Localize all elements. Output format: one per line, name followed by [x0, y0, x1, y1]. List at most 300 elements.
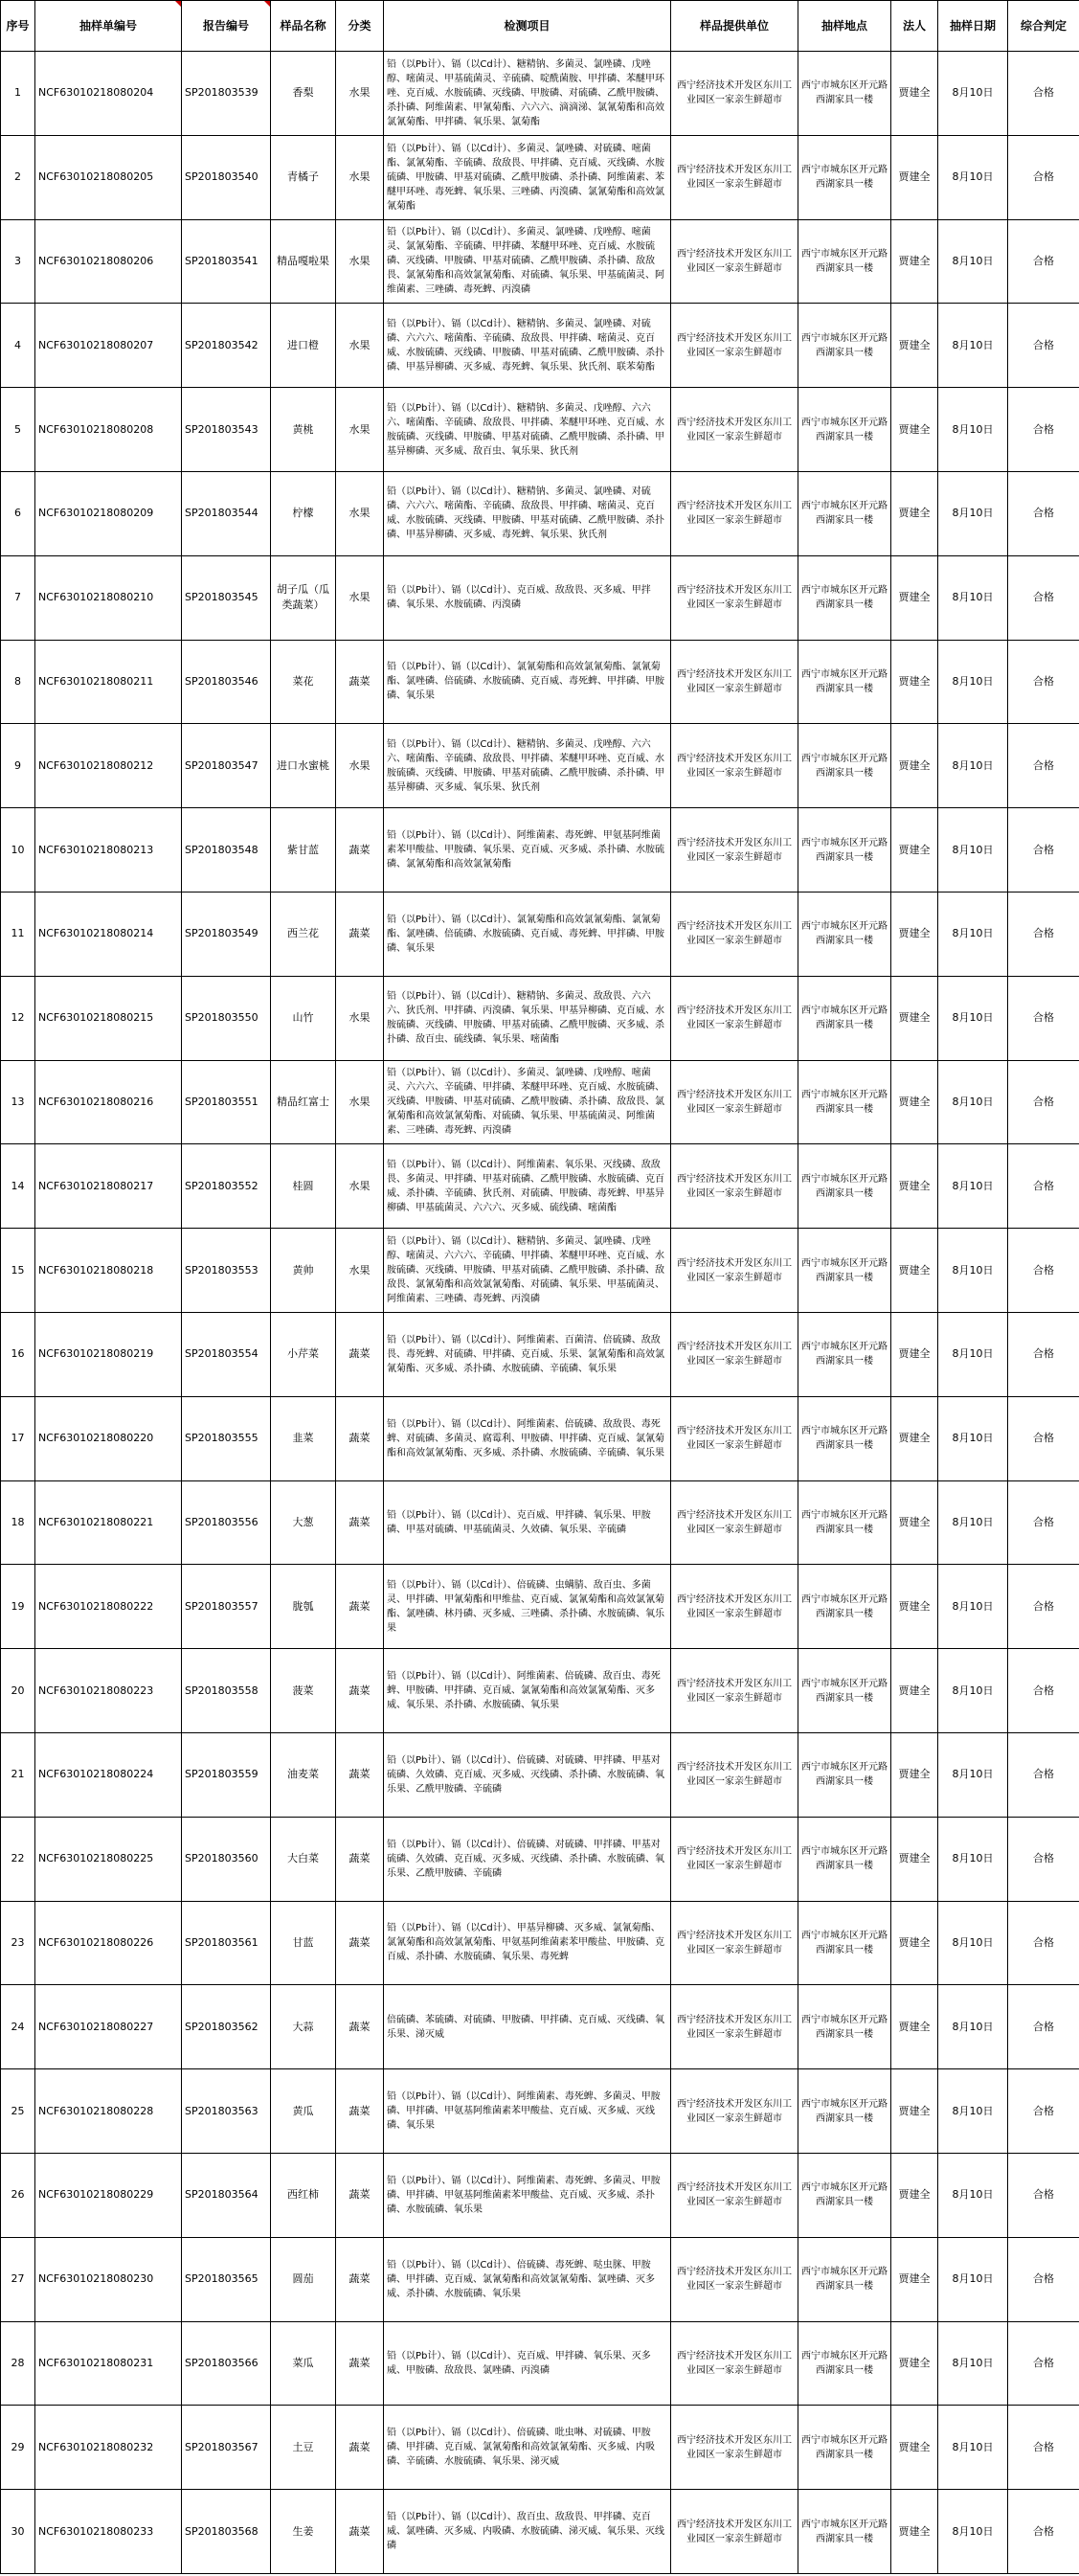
cell-seq: 2 [1, 135, 35, 219]
cell-report-no: SP201803542 [182, 304, 271, 388]
cell-date: 8月10日 [938, 1901, 1008, 1985]
cell-legal: 贾建全 [891, 1565, 938, 1649]
cell-items: 铅（以Pb计）、镉（以Cd计）、倍硫磷、吡虫啉、对硫磷、甲胺磷、甲拌磷、克百威、氯氰菊酯和高效氯氰菊酯、灭多威、内吸磷、辛硫磷、水胺硫磷、氧乐果、涕灭威 [384, 2406, 671, 2490]
cell-name: 青橘子 [271, 135, 336, 219]
cell-sample-no: NCF63010218080231 [35, 2321, 182, 2406]
cell-category: 蔬菜 [336, 2321, 384, 2406]
cell-sample-no: NCF63010218080207 [35, 304, 182, 388]
cell-date: 8月10日 [938, 2490, 1008, 2574]
cell-sample-no: NCF63010218080230 [35, 2237, 182, 2321]
cell-date: 8月10日 [938, 219, 1008, 304]
cell-category: 水果 [336, 724, 384, 808]
table-row [1, 1396, 1079, 1480]
cell-provider: 西宁经济技术开发区东川工业园区一家亲生鲜超市 [671, 1144, 798, 1229]
cell-name: 生姜 [271, 2490, 336, 2574]
cell-legal: 贾建全 [891, 52, 938, 136]
cell-result: 合格 [1008, 135, 1079, 219]
cell-location: 西宁市城东区开元路西湖家具一楼 [798, 52, 891, 136]
cell-sample-no: NCF63010218080215 [35, 976, 182, 1060]
cell-report-no: SP201803540 [182, 135, 271, 219]
cell-legal: 贾建全 [891, 2490, 938, 2574]
cell-date: 8月10日 [938, 52, 1008, 136]
cell-category: 水果 [336, 219, 384, 304]
cell-result: 合格 [1008, 976, 1079, 1060]
cell-result: 合格 [1008, 1901, 1079, 1985]
cell-report-no: SP201803545 [182, 555, 271, 640]
cell-result: 合格 [1008, 1480, 1079, 1565]
table-row [1, 1480, 1079, 1565]
cell-result: 合格 [1008, 2490, 1079, 2574]
table-row [1, 2153, 1079, 2237]
cell-sample-no: NCF63010218080213 [35, 808, 182, 893]
cell-location: 西宁市城东区开元路西湖家具一楼 [798, 892, 891, 976]
cell-report-no: SP201803553 [182, 1229, 271, 1313]
cell-seq: 22 [1, 1817, 35, 1901]
cell-date: 8月10日 [938, 1312, 1008, 1396]
cell-location: 西宁市城东区开元路西湖家具一楼 [798, 135, 891, 219]
cell-date: 8月10日 [938, 555, 1008, 640]
cell-report-no: SP201803567 [182, 2406, 271, 2490]
header-seq: 序号 [1, 1, 35, 52]
cell-location: 西宁市城东区开元路西湖家具一楼 [798, 555, 891, 640]
cell-seq: 24 [1, 1985, 35, 2069]
cell-legal: 贾建全 [891, 640, 938, 724]
cell-seq: 20 [1, 1649, 35, 1733]
cell-report-no: SP201803552 [182, 1144, 271, 1229]
cell-sample-no: NCF63010218080218 [35, 1229, 182, 1313]
table-row [1, 1565, 1079, 1649]
cell-category: 蔬菜 [336, 1480, 384, 1565]
cell-items: 铅（以Pb计）、镉（以Cd计）、克百威、甲拌磷、氧乐果、甲胺磷、甲基对硫磷、甲基硫菌灵、久效磷、氧乐果、辛硫磷 [384, 1480, 671, 1565]
cell-seq: 14 [1, 1144, 35, 1229]
cell-provider: 西宁经济技术开发区东川工业园区一家亲生鲜超市 [671, 1732, 798, 1817]
cell-items: 铅（以Pb计）、镉（以Cd计）、阿维菌素、倍硫磷、敌敌畏、毒死蜱、对硫磷、多菌灵、腐霉利、甲胺磷、甲拌磷、克百威、氯氰菊酯和高效氯氰菊酯、灭多威、杀扑磷、水胺硫磷、辛硫磷、氧乐果 [384, 1396, 671, 1480]
table-row [1, 52, 1079, 136]
cell-report-no: SP201803547 [182, 724, 271, 808]
cell-date: 8月10日 [938, 976, 1008, 1060]
cell-report-no: SP201803551 [182, 1060, 271, 1144]
table-row [1, 1901, 1079, 1985]
cell-name: 柠檬 [271, 471, 336, 555]
cell-provider: 西宁经济技术开发区东川工业园区一家亲生鲜超市 [671, 1312, 798, 1396]
cell-name: 胡子瓜（瓜类蔬菜） [271, 555, 336, 640]
cell-seq: 19 [1, 1565, 35, 1649]
table-row [1, 388, 1079, 472]
cell-result: 合格 [1008, 304, 1079, 388]
cell-name: 精品红富士 [271, 1060, 336, 1144]
cell-legal: 贾建全 [891, 135, 938, 219]
cell-name: 菜瓜 [271, 2321, 336, 2406]
cell-date: 8月10日 [938, 471, 1008, 555]
header-result: 综合判定 [1008, 1, 1079, 52]
cell-items: 铅（以Pb计）、镉（以Cd计）、甲基异柳磷、灭多威、氯氰菊酯、氯氰菊酯和高效氯氰菊酯、甲氨基阿维菌素苯甲酸盐、甲胺磷、克百威、杀扑磷、水胺硫磷、氧乐果、毒死蜱 [384, 1901, 671, 1985]
cell-legal: 贾建全 [891, 1480, 938, 1565]
cell-report-no: SP201803557 [182, 1565, 271, 1649]
cell-location: 西宁市城东区开元路西湖家具一楼 [798, 1985, 891, 2069]
cell-result: 合格 [1008, 640, 1079, 724]
cell-name: 小芹菜 [271, 1312, 336, 1396]
cell-seq: 15 [1, 1229, 35, 1313]
cell-date: 8月10日 [938, 1144, 1008, 1229]
cell-seq: 9 [1, 724, 35, 808]
table-row [1, 2237, 1079, 2321]
header-name: 样品名称 [271, 1, 336, 52]
cell-location: 西宁市城东区开元路西湖家具一楼 [798, 640, 891, 724]
cell-name: 西红柿 [271, 2153, 336, 2237]
cell-result: 合格 [1008, 2321, 1079, 2406]
cell-date: 8月10日 [938, 388, 1008, 472]
cell-provider: 西宁经济技术开发区东川工业园区一家亲生鲜超市 [671, 219, 798, 304]
cell-provider: 西宁经济技术开发区东川工业园区一家亲生鲜超市 [671, 471, 798, 555]
cell-result: 合格 [1008, 1565, 1079, 1649]
cell-report-no: SP201803560 [182, 1817, 271, 1901]
cell-category: 蔬菜 [336, 892, 384, 976]
cell-location: 西宁市城东区开元路西湖家具一楼 [798, 1817, 891, 1901]
cell-name: 胧瓠 [271, 1565, 336, 1649]
header-date: 抽样日期 [938, 1, 1008, 52]
cell-provider: 西宁经济技术开发区东川工业园区一家亲生鲜超市 [671, 555, 798, 640]
cell-legal: 贾建全 [891, 1985, 938, 2069]
cell-location: 西宁市城东区开元路西湖家具一楼 [798, 1229, 891, 1313]
cell-seq: 6 [1, 471, 35, 555]
cell-provider: 西宁经济技术开发区东川工业园区一家亲生鲜超市 [671, 1396, 798, 1480]
cell-result: 合格 [1008, 724, 1079, 808]
cell-sample-no: NCF63010218080233 [35, 2490, 182, 2574]
cell-location: 西宁市城东区开元路西湖家具一楼 [798, 2321, 891, 2406]
cell-legal: 贾建全 [891, 219, 938, 304]
cell-category: 蔬菜 [336, 2237, 384, 2321]
cell-location: 西宁市城东区开元路西湖家具一楼 [798, 1649, 891, 1733]
cell-category: 蔬菜 [336, 1985, 384, 2069]
cell-legal: 贾建全 [891, 1229, 938, 1313]
cell-items: 铅（以Pb计）、镉（以Cd计）、克百威、甲拌磷、氧乐果、灭多威、甲胺磷、敌敌畏、氯唑磷、丙溴磷 [384, 2321, 671, 2406]
cell-items: 铅（以Pb计）、镉（以Cd计）、糖精钠、多菌灵、戊唑醇、六六六、嘧菌酯、辛硫磷、敌敌畏、甲拌磷、苯醚甲环唑、克百威、水胺硫磷、灭线磷、甲胺磷、甲基对硫磷、乙酰甲胺磷、杀扑磷、甲基异柳磷、灭多威、氧乐果、狄氏剂 [384, 724, 671, 808]
header-location: 抽样地点 [798, 1, 891, 52]
cell-date: 8月10日 [938, 2153, 1008, 2237]
cell-items: 铅（以Pb计）、镉（以Cd计）、氯氰菊酯和高效氯氰菊酯、氯氰菊酯、氯唑磷、倍硫磷、水胺硫磷、克百威、毒死蜱、甲拌磷、甲胺磷、氧乐果 [384, 892, 671, 976]
cell-legal: 贾建全 [891, 976, 938, 1060]
table-row [1, 1144, 1079, 1229]
cell-provider: 西宁经济技术开发区东川工业园区一家亲生鲜超市 [671, 724, 798, 808]
cell-seq: 4 [1, 304, 35, 388]
cell-legal: 贾建全 [891, 2069, 938, 2154]
cell-location: 西宁市城东区开元路西湖家具一楼 [798, 1732, 891, 1817]
cell-legal: 贾建全 [891, 1396, 938, 1480]
cell-sample-no: NCF63010218080223 [35, 1649, 182, 1733]
cell-category: 蔬菜 [336, 1901, 384, 1985]
cell-name: 山竹 [271, 976, 336, 1060]
cell-items: 铅（以Pb计）、镉（以Cd计）、糖精钠、多菌灵、敌敌畏、六六六、狄氏剂、甲拌磷、丙溴磷、氧乐果、甲基异柳磷、克百威、水胺硫磷、灭线磷、甲胺磷、甲基对硫磷、乙酰甲胺磷、灭多威、杀扑磷、敌百虫、硫线磷、氧乐果、嘧菌酯 [384, 976, 671, 1060]
cell-category: 水果 [336, 976, 384, 1060]
cell-report-no: SP201803541 [182, 219, 271, 304]
cell-location: 西宁市城东区开元路西湖家具一楼 [798, 1480, 891, 1565]
cell-sample-no: NCF63010218080224 [35, 1732, 182, 1817]
cell-provider: 西宁经济技术开发区东川工业园区一家亲生鲜超市 [671, 1229, 798, 1313]
cell-sample-no: NCF63010218080217 [35, 1144, 182, 1229]
cell-sample-no: NCF63010218080210 [35, 555, 182, 640]
cell-seq: 10 [1, 808, 35, 893]
table-row [1, 2490, 1079, 2574]
cell-seq: 30 [1, 2490, 35, 2574]
header-items: 检测项目 [384, 1, 671, 52]
cell-name: 进口橙 [271, 304, 336, 388]
cell-date: 8月10日 [938, 2069, 1008, 2154]
cell-category: 蔬菜 [336, 2069, 384, 2154]
cell-name: 菜花 [271, 640, 336, 724]
cell-category: 水果 [336, 52, 384, 136]
table-row [1, 640, 1079, 724]
cell-date: 8月10日 [938, 1480, 1008, 1565]
cell-location: 西宁市城东区开元路西湖家具一楼 [798, 2490, 891, 2574]
cell-items: 铅（以Pb计）、镉（以Cd计）、阿维菌素、毒死蜱、多菌灵、甲胺磷、甲拌磷、甲氨基阿维菌素苯甲酸盐、克百威、灭多威、杀扑磷、水胺硫磷、氧乐果 [384, 2153, 671, 2237]
cell-sample-no: NCF63010218080229 [35, 2153, 182, 2237]
cell-sample-no: NCF63010218080206 [35, 219, 182, 304]
cell-provider: 西宁经济技术开发区东川工业园区一家亲生鲜超市 [671, 976, 798, 1060]
table-row [1, 808, 1079, 893]
cell-sample-no: NCF63010218080232 [35, 2406, 182, 2490]
cell-sample-no: NCF63010218080211 [35, 640, 182, 724]
cell-seq: 21 [1, 1732, 35, 1817]
cell-items: 铅（以Pb计）、镉（以Cd计）、糖精钠、多菌灵、氯唑磷、戊唑醇、嘧菌灵、甲基硫菌灵、辛硫磷、啶酰菌胺、甲拌磷、苯醚甲环唑、克百威、水胺硫磷、灭线磷、甲胺磷、对硫磷、乙酰甲胺磷、杀扑磷、阿维菌素、甲氰菊酯、六六六、滴滴涕、氯氰菊酯和高效氯氰菊酯、甲拌磷、氧乐果、氯菊酯 [384, 52, 671, 136]
header-legal: 法人 [891, 1, 938, 52]
cell-category: 水果 [336, 1144, 384, 1229]
cell-items: 铅（以Pb计）、镉（以Cd计）、阿维菌素、毒死蜱、甲氨基阿维菌素苯甲酸盐、甲胺磷、氧乐果、克百威、灭多威、杀扑磷、水胺硫磷、氯氰菊酯和高效氯氰菊酯 [384, 808, 671, 893]
cell-items: 铅（以Pb计）、镉（以Cd计）、阿维菌素、百菌清、倍硫磷、敌敌畏、毒死蜱、对硫磷、甲拌磷、克百威、乐果、氯氰菊酯和高效氯氰菊酯、灭多威、杀扑磷、水胺硫磷、辛硫磷、氧乐果 [384, 1312, 671, 1396]
cell-category: 水果 [336, 555, 384, 640]
table-row [1, 1817, 1079, 1901]
cell-location: 西宁市城东区开元路西湖家具一楼 [798, 808, 891, 893]
comment-marker-icon [175, 1, 181, 7]
cell-category: 蔬菜 [336, 1396, 384, 1480]
cell-seq: 28 [1, 2321, 35, 2406]
cell-provider: 西宁经济技术开发区东川工业园区一家亲生鲜超市 [671, 1480, 798, 1565]
table-row [1, 1732, 1079, 1817]
cell-sample-no: NCF63010218080220 [35, 1396, 182, 1480]
cell-result: 合格 [1008, 1732, 1079, 1817]
cell-provider: 西宁经济技术开发区东川工业园区一家亲生鲜超市 [671, 2321, 798, 2406]
cell-items: 铅（以Pb计）、镉（以Cd计）、氯氰菊酯和高效氯氰菊酯、氯氰菊酯、氯唑磷、倍硫磷、水胺硫磷、克百威、毒死蜱、甲拌磷、甲胺磷、氧乐果 [384, 640, 671, 724]
cell-name: 精品嘎啦果 [271, 219, 336, 304]
cell-date: 8月10日 [938, 2406, 1008, 2490]
cell-seq: 27 [1, 2237, 35, 2321]
cell-category: 水果 [336, 1060, 384, 1144]
cell-provider: 西宁经济技术开发区东川工业园区一家亲生鲜超市 [671, 388, 798, 472]
cell-location: 西宁市城东区开元路西湖家具一楼 [798, 1565, 891, 1649]
cell-location: 西宁市城东区开元路西湖家具一楼 [798, 388, 891, 472]
cell-result: 合格 [1008, 1060, 1079, 1144]
cell-date: 8月10日 [938, 2237, 1008, 2321]
cell-legal: 贾建全 [891, 724, 938, 808]
cell-sample-no: NCF63010218080208 [35, 388, 182, 472]
cell-report-no: SP201803564 [182, 2153, 271, 2237]
cell-sample-no: NCF63010218080214 [35, 892, 182, 976]
cell-legal: 贾建全 [891, 1144, 938, 1229]
cell-items: 铅（以Pb计）、镉（以Cd计）、糖精钠、多菌灵、戊唑醇、六六六、嘧菌酯、辛硫磷、敌敌畏、甲拌磷、苯醚甲环唑、克百威、水胺硫磷、灭线磷、甲胺磷、甲基对硫磷、乙酰甲胺磷、杀扑磷、甲基异柳磷、灭多威、敌百虫、氧乐果、狄氏剂 [384, 388, 671, 472]
cell-sample-no: NCF63010218080222 [35, 1565, 182, 1649]
cell-seq: 3 [1, 219, 35, 304]
cell-name: 大葱 [271, 1480, 336, 1565]
cell-name: 大蒜 [271, 1985, 336, 2069]
cell-category: 蔬菜 [336, 640, 384, 724]
cell-provider: 西宁经济技术开发区东川工业园区一家亲生鲜超市 [671, 52, 798, 136]
cell-provider: 西宁经济技术开发区东川工业园区一家亲生鲜超市 [671, 1565, 798, 1649]
header-report-no: 报告编号 [182, 1, 271, 52]
cell-result: 合格 [1008, 555, 1079, 640]
cell-provider: 西宁经济技术开发区东川工业园区一家亲生鲜超市 [671, 1901, 798, 1985]
table-row [1, 724, 1079, 808]
cell-items: 铅（以Pb计）、镉（以Cd计）、敌百虫、敌敌畏、甲拌磷、克百威、氯唑磷、灭多威、内吸磷、水胺硫磷、涕灭威、氧乐果、灭线磷 [384, 2490, 671, 2574]
cell-legal: 贾建全 [891, 2406, 938, 2490]
cell-report-no: SP201803566 [182, 2321, 271, 2406]
cell-location: 西宁市城东区开元路西湖家具一楼 [798, 1312, 891, 1396]
cell-result: 合格 [1008, 1312, 1079, 1396]
cell-provider: 西宁经济技术开发区东川工业园区一家亲生鲜超市 [671, 2237, 798, 2321]
cell-date: 8月10日 [938, 640, 1008, 724]
cell-sample-no: NCF63010218080226 [35, 1901, 182, 1985]
cell-seq: 5 [1, 388, 35, 472]
cell-sample-no: NCF63010218080228 [35, 2069, 182, 2154]
header-row [1, 1, 1079, 52]
cell-location: 西宁市城东区开元路西湖家具一楼 [798, 2069, 891, 2154]
cell-seq: 26 [1, 2153, 35, 2237]
cell-name: 香梨 [271, 52, 336, 136]
cell-result: 合格 [1008, 2069, 1079, 2154]
cell-location: 西宁市城东区开元路西湖家具一楼 [798, 1060, 891, 1144]
cell-category: 蔬菜 [336, 1649, 384, 1733]
cell-legal: 贾建全 [891, 388, 938, 472]
cell-legal: 贾建全 [891, 1732, 938, 1817]
cell-location: 西宁市城东区开元路西湖家具一楼 [798, 1901, 891, 1985]
cell-result: 合格 [1008, 892, 1079, 976]
cell-name: 菠菜 [271, 1649, 336, 1733]
cell-seq: 11 [1, 892, 35, 976]
cell-provider: 西宁经济技术开发区东川工业园区一家亲生鲜超市 [671, 1985, 798, 2069]
cell-sample-no: NCF63010218080225 [35, 1817, 182, 1901]
cell-sample-no: NCF63010218080216 [35, 1060, 182, 1144]
cell-date: 8月10日 [938, 1565, 1008, 1649]
cell-result: 合格 [1008, 1985, 1079, 2069]
cell-result: 合格 [1008, 1144, 1079, 1229]
cell-legal: 贾建全 [891, 808, 938, 893]
cell-report-no: SP201803543 [182, 388, 271, 472]
cell-result: 合格 [1008, 2406, 1079, 2490]
cell-items: 倍硫磷、苯硫磷、对硫磷、甲胺磷、甲拌磷、克百威、灭线磷、氧乐果、涕灭威 [384, 1985, 671, 2069]
cell-category: 水果 [336, 304, 384, 388]
cell-result: 合格 [1008, 388, 1079, 472]
cell-report-no: SP201803558 [182, 1649, 271, 1733]
cell-sample-no: NCF63010218080227 [35, 1985, 182, 2069]
cell-seq: 25 [1, 2069, 35, 2154]
cell-sample-no: NCF63010218080219 [35, 1312, 182, 1396]
cell-seq: 16 [1, 1312, 35, 1396]
cell-report-no: SP201803549 [182, 892, 271, 976]
cell-location: 西宁市城东区开元路西湖家具一楼 [798, 304, 891, 388]
cell-name: 大白菜 [271, 1817, 336, 1901]
cell-result: 合格 [1008, 471, 1079, 555]
cell-report-no: SP201803544 [182, 471, 271, 555]
cell-result: 合格 [1008, 2237, 1079, 2321]
cell-category: 水果 [336, 1229, 384, 1313]
cell-name: 韭菜 [271, 1396, 336, 1480]
table-row [1, 2321, 1079, 2406]
cell-location: 西宁市城东区开元路西湖家具一楼 [798, 471, 891, 555]
cell-legal: 贾建全 [891, 471, 938, 555]
cell-name: 圆茄 [271, 2237, 336, 2321]
cell-name: 桂圆 [271, 1144, 336, 1229]
cell-seq: 8 [1, 640, 35, 724]
cell-seq: 17 [1, 1396, 35, 1480]
cell-date: 8月10日 [938, 1396, 1008, 1480]
cell-date: 8月10日 [938, 1060, 1008, 1144]
cell-provider: 西宁经济技术开发区东川工业园区一家亲生鲜超市 [671, 135, 798, 219]
cell-category: 蔬菜 [336, 1817, 384, 1901]
cell-result: 合格 [1008, 1229, 1079, 1313]
cell-result: 合格 [1008, 1396, 1079, 1480]
header-provider: 样品提供单位 [671, 1, 798, 52]
cell-category: 蔬菜 [336, 2406, 384, 2490]
table-row [1, 2406, 1079, 2490]
cell-date: 8月10日 [938, 1229, 1008, 1313]
cell-date: 8月10日 [938, 1817, 1008, 1901]
cell-legal: 贾建全 [891, 1817, 938, 1901]
cell-report-no: SP201803559 [182, 1732, 271, 1817]
cell-legal: 贾建全 [891, 2321, 938, 2406]
table-row [1, 1649, 1079, 1733]
cell-name: 黄瓜 [271, 2069, 336, 2154]
table-row [1, 1312, 1079, 1396]
cell-provider: 西宁经济技术开发区东川工业园区一家亲生鲜超市 [671, 2490, 798, 2574]
table-row [1, 1985, 1079, 2069]
cell-location: 西宁市城东区开元路西湖家具一楼 [798, 724, 891, 808]
cell-items: 铅（以Pb计）、镉（以Cd计）、倍硫磷、虫螨腈、敌百虫、多菌灵、甲拌磷、甲氰菊酯和甲维盐、克百威、氯氰菊酯和高效氯氰菊酯、氯唑磷、林丹磷、灭多威、三唑磷、杀扑磷、水胺硫磷、氧乐果 [384, 1565, 671, 1649]
cell-date: 8月10日 [938, 892, 1008, 976]
cell-seq: 7 [1, 555, 35, 640]
table-row [1, 2069, 1079, 2154]
cell-legal: 贾建全 [891, 1901, 938, 1985]
cell-legal: 贾建全 [891, 2237, 938, 2321]
cell-provider: 西宁经济技术开发区东川工业园区一家亲生鲜超市 [671, 2406, 798, 2490]
cell-name: 黄帅 [271, 1229, 336, 1313]
cell-sample-no: NCF63010218080221 [35, 1480, 182, 1565]
cell-items: 铅（以Pb计）、镉（以Cd计）、多菌灵、氯唑磷、戊唑醇、嘧菌灵、氯氰菊酯、辛硫磷、甲拌磷、苯醚甲环唑、克百威、水胺硫磷、灭线磷、甲胺磷、甲基对硫磷、乙酰甲胺磷、杀扑磷、敌敌畏、氯氰菊酯和高效氯氰菊酯、对硫磷、氧乐果、甲基硫菌灵、阿维菌素、三唑磷、毒死蜱、丙溴磷 [384, 219, 671, 304]
cell-items: 铅（以Pb计）、镉（以Cd计）、糖精钠、多菌灵、氯唑磷、戊唑醇、嘧菌灵、六六六、辛硫磷、甲拌磷、苯醚甲环唑、克百威、水胺硫磷、灭线磷、甲胺磷、甲基对硫磷、乙酰甲胺磷、杀扑磷、敌敌畏、氯氰菊酯和高效氯氰菊酯、对硫磷、氧乐果、甲基硫菌灵、阿维菌素、三唑磷、毒死蜱、丙溴磷 [384, 1229, 671, 1313]
cell-name: 进口水蜜桃 [271, 724, 336, 808]
cell-location: 西宁市城东区开元路西湖家具一楼 [798, 2406, 891, 2490]
cell-date: 8月10日 [938, 1649, 1008, 1733]
cell-report-no: SP201803568 [182, 2490, 271, 2574]
cell-category: 蔬菜 [336, 1732, 384, 1817]
cell-items: 铅（以Pb计）、镉（以Cd计）、多菌灵、氯唑磷、戊唑醇、嘧菌灵、六六六、辛硫磷、甲拌磷、苯醚甲环唑、克百威、水胺硫磷、灭线磷、甲胺磷、甲基对硫磷、乙酰甲胺磷、杀扑磷、敌敌畏、氯氰菊酯和高效氯氰菊酯、对硫磷、氧乐果、甲基硫菌灵、阿维菌素、三唑磷、毒死蜱、丙溴磷 [384, 1060, 671, 1144]
cell-items: 铅（以Pb计）、镉（以Cd计）、阿维菌素、氧乐果、灭线磷、敌敌畏、多菌灵、甲拌磷、甲基对硫磷、乙酰甲胺磷、水胺硫磷、克百威、杀扑磷、辛硫磷、狄氏剂、对硫磷、甲胺磷、毒死蜱、甲基异柳磷、甲基硫菌灵、六六六、灭多威、硫线磷、嘧菌酯 [384, 1144, 671, 1229]
cell-report-no: SP201803539 [182, 52, 271, 136]
cell-items: 铅（以Pb计）、镉（以Cd计）、阿维菌素、倍硫磷、敌百虫、毒死蜱、甲胺磷、甲拌磷、克百威、氯氰菊酯和高效氯氰菊酯、灭多威、氧乐果、杀扑磷、水胺硫磷、氧乐果 [384, 1649, 671, 1733]
cell-date: 8月10日 [938, 135, 1008, 219]
cell-provider: 西宁经济技术开发区东川工业园区一家亲生鲜超市 [671, 1649, 798, 1733]
cell-seq: 12 [1, 976, 35, 1060]
table-row [1, 219, 1079, 304]
cell-name: 黄桃 [271, 388, 336, 472]
cell-items: 铅（以Pb计）、镉（以Cd计）、倍硫磷、对硫磷、甲拌磷、甲基对硫磷、久效磷、克百威、灭多威、灭线磷、杀扑磷、水胺硫磷、氧乐果、乙酰甲胺磷、辛硫磷 [384, 1732, 671, 1817]
cell-legal: 贾建全 [891, 892, 938, 976]
cell-seq: 1 [1, 52, 35, 136]
cell-report-no: SP201803550 [182, 976, 271, 1060]
cell-provider: 西宁经济技术开发区东川工业园区一家亲生鲜超市 [671, 304, 798, 388]
cell-location: 西宁市城东区开元路西湖家具一楼 [798, 976, 891, 1060]
cell-category: 水果 [336, 471, 384, 555]
cell-date: 8月10日 [938, 724, 1008, 808]
table-row [1, 471, 1079, 555]
cell-category: 蔬菜 [336, 2153, 384, 2237]
